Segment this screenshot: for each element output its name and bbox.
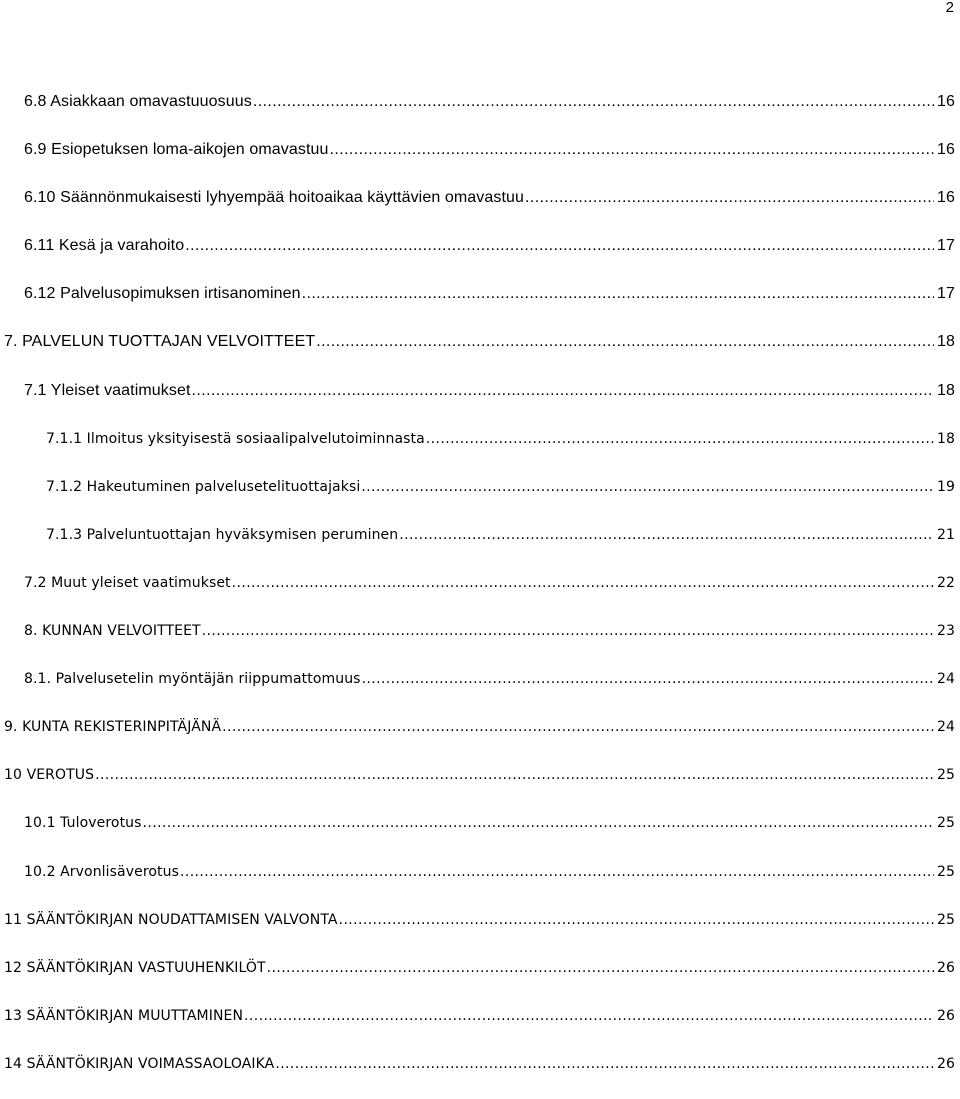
- toc-entry-page-number: 18: [937, 333, 955, 351]
- toc-entry-page-number: 18: [936, 430, 955, 447]
- toc-entry-page-number: 24: [936, 719, 955, 736]
- toc-entry-page-number: 25: [936, 815, 955, 832]
- toc-entry[interactable]: [0, 137, 960, 185]
- toc-entry[interactable]: [0, 329, 960, 377]
- page-number: 2: [945, 0, 954, 16]
- toc-entry-page-number: 25: [936, 767, 955, 784]
- toc-entry-line: [4, 762, 955, 788]
- toc-entry[interactable]: [0, 618, 960, 666]
- toc-entry-title: 6.8 Asiakkaan omavastuuosuus: [24, 93, 252, 110]
- toc-entry-title: 6.9 Esiopetuksen loma-aikojen omavastuu: [24, 141, 329, 159]
- toc-entry[interactable]: [0, 666, 960, 714]
- toc-entry-page-number: 19: [936, 478, 955, 495]
- toc-entry-page-number: 26: [936, 1055, 955, 1072]
- toc-dot-leader: [253, 89, 934, 115]
- toc-entry-title: 9. KUNTA REKISTERINPITÄJÄNÄ: [4, 719, 222, 736]
- toc-entry-line: [4, 955, 955, 981]
- toc-dot-leader: [192, 378, 934, 404]
- toc-entry-line: [24, 89, 955, 115]
- toc-entry[interactable]: [0, 1051, 960, 1099]
- toc-dot-leader: [316, 329, 934, 355]
- toc-entry-title: 13 SÄÄNTÖKIRJAN MUUTTAMINEN: [4, 1007, 244, 1024]
- toc-entry-page-number: 22: [936, 574, 955, 591]
- toc-entry-title: 6.11 Kesä ja varahoito: [24, 237, 185, 255]
- toc-entry-page-number: 16: [937, 189, 955, 207]
- toc-entry[interactable]: [0, 1003, 960, 1051]
- toc-entry[interactable]: [0, 378, 960, 426]
- toc-dot-leader: [185, 233, 934, 259]
- toc-dot-leader: [339, 907, 934, 933]
- toc-entry-line: [24, 859, 955, 885]
- toc-entry-title: 12 SÄÄNTÖKIRJAN VASTUUHENKILÖT: [4, 959, 266, 976]
- toc-entry-line: [24, 618, 955, 644]
- toc-entry[interactable]: [0, 907, 960, 955]
- toc-entry-page-number: 26: [936, 959, 955, 976]
- toc-dot-leader: [330, 137, 934, 163]
- toc-entry-title: 11 SÄÄNTÖKIRJAN NOUDATTAMISEN VALVONTA: [4, 911, 338, 928]
- toc-dot-leader: [244, 1003, 934, 1029]
- toc-entry-line: [4, 907, 955, 933]
- toc-entry-title: 7.1.3 Palveluntuottajan hyväksymisen peruminen: [46, 526, 399, 543]
- toc-entry-line: [24, 233, 955, 259]
- toc-dot-leader: [232, 570, 934, 596]
- toc-entry-page-number: 16: [937, 93, 955, 110]
- toc-entry-line: [24, 281, 955, 307]
- toc-dot-leader: [222, 714, 934, 740]
- toc-dot-leader: [180, 859, 934, 885]
- toc-entry-title: 10.2 Arvonlisäverotus: [24, 863, 179, 880]
- toc-entry-title: 14 SÄÄNTÖKIRJAN VOIMASSAOLOAIKA: [4, 1055, 275, 1072]
- toc-dot-leader: [361, 474, 934, 500]
- toc-entry[interactable]: [0, 233, 960, 281]
- toc-entry-line: [24, 185, 955, 211]
- toc-entry-page-number: 24: [936, 671, 955, 688]
- toc-entry[interactable]: [0, 474, 960, 522]
- toc-entry-page-number: 26: [936, 1007, 955, 1024]
- toc-entry-page-number: 21: [936, 526, 955, 543]
- toc-entry[interactable]: [0, 185, 960, 233]
- toc-dot-leader: [202, 618, 934, 644]
- toc-entry-page-number: 16: [937, 141, 955, 159]
- toc-entry-page-number: 17: [937, 285, 955, 303]
- toc-entry-title: 10.1 Tuloverotus: [24, 815, 142, 832]
- toc-entry[interactable]: [0, 714, 960, 762]
- toc-entry[interactable]: [0, 522, 960, 570]
- toc-entry-page-number: 23: [936, 623, 955, 640]
- toc-dot-leader: [362, 666, 934, 692]
- toc-entry-title: 7. PALVELUN TUOTTAJAN VELVOITTEET: [4, 333, 316, 351]
- toc-entry-line: [46, 474, 955, 500]
- toc-entry-page-number: 17: [937, 237, 955, 255]
- toc-dot-leader: [426, 426, 934, 452]
- toc-entry-page-number: 18: [937, 381, 955, 399]
- table-of-contents: [0, 89, 960, 1099]
- toc-entry-line: [24, 666, 955, 692]
- toc-entry-title: 7.1 Yleiset vaatimukset: [24, 381, 191, 399]
- toc-entry-page-number: 25: [936, 863, 955, 880]
- toc-entry[interactable]: [0, 426, 960, 474]
- toc-entry[interactable]: [0, 570, 960, 618]
- toc-entry[interactable]: [0, 281, 960, 329]
- toc-entry-title: 7.1.1 Ilmoitus yksityisestä sosiaalipalvelutoiminnasta: [46, 430, 425, 447]
- toc-dot-leader: [525, 185, 934, 211]
- toc-entry-title: 8. KUNNAN VELVOITTEET: [24, 623, 201, 640]
- toc-entry-title: 6.12 Palvelusopimuksen irtisanominen: [24, 285, 301, 303]
- toc-entry-title: 7.1.2 Hakeutuminen palvelusetelituottajaksi: [46, 478, 361, 495]
- toc-dot-leader: [399, 522, 934, 548]
- toc-entry[interactable]: [0, 810, 960, 858]
- toc-dot-leader: [275, 1051, 934, 1077]
- toc-entry-line: [46, 426, 955, 452]
- toc-entry-title: 10 VEROTUS: [4, 767, 95, 784]
- toc-dot-leader: [95, 762, 934, 788]
- toc-entry-title: 8.1. Palvelusetelin myöntäjän riippumattomuus: [24, 671, 361, 688]
- toc-dot-leader: [267, 955, 934, 981]
- toc-entry[interactable]: [0, 859, 960, 907]
- toc-entry-line: [24, 570, 955, 596]
- toc-entry-line: [24, 810, 955, 836]
- toc-entry-line: [24, 137, 955, 163]
- toc-entry-line: [24, 378, 955, 404]
- toc-entry-title: 6.10 Säännönmukaisesti lyhyempää hoitoaikaa käyttävien omavastuu: [24, 189, 525, 207]
- toc-dot-leader: [302, 281, 934, 307]
- toc-entry-line: [46, 522, 955, 548]
- toc-entry-line: [4, 1051, 955, 1077]
- toc-entry[interactable]: [0, 89, 960, 137]
- toc-entry-line: [4, 329, 955, 355]
- toc-entry-line: [4, 1003, 955, 1029]
- toc-entry-title: 7.2 Muut yleiset vaatimukset: [24, 574, 231, 591]
- toc-dot-leader: [143, 810, 934, 836]
- toc-entry[interactable]: [0, 762, 960, 810]
- toc-entry[interactable]: [0, 955, 960, 1003]
- toc-entry-line: [4, 714, 955, 740]
- toc-entry-page-number: 25: [936, 911, 955, 928]
